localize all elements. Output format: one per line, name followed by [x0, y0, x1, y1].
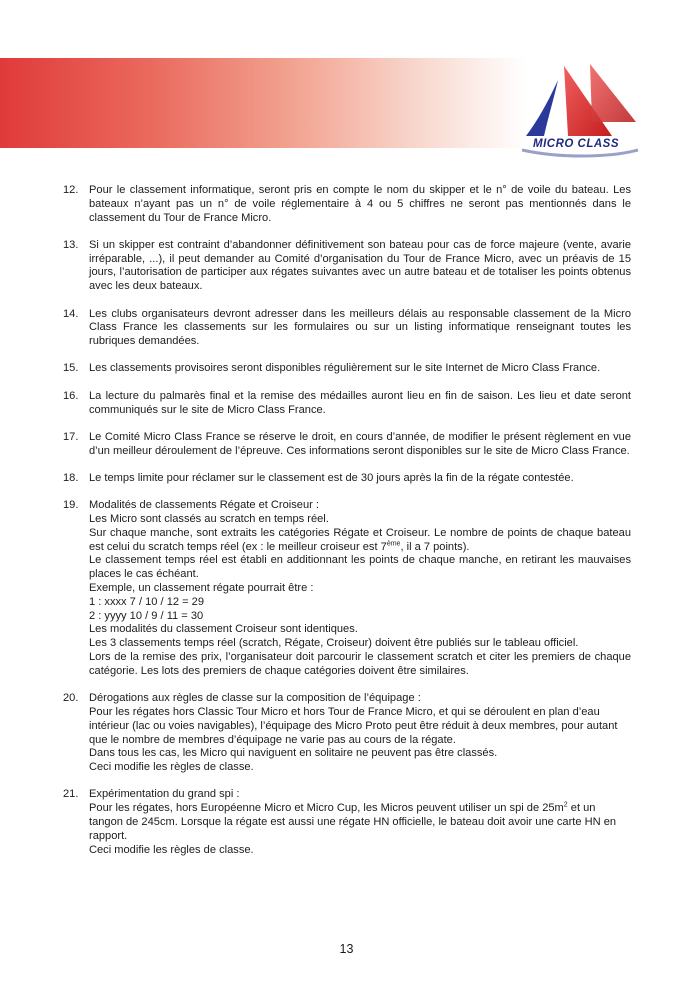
rule-paragraph: Ceci modifie les règles de classe.: [89, 843, 254, 856]
rule-text: Le Comité Micro Class France se réserve le droit, en cours d’année, de modifier le présent règlement en vue d’un meilleur déroulement de l’épreuve. Ces informations seront disponibles sur le site de Micro Class France.: [89, 430, 631, 457]
rule-item-13: [63, 239, 631, 294]
rule-item-17: [63, 431, 631, 459]
rule-paragraph: Les modalités du classement Croiseur sont identiques.: [89, 623, 358, 636]
rule-title: Expérimentation du grand spi :: [89, 788, 240, 801]
page-number: 13: [339, 942, 354, 956]
rule-number: 13.: [63, 238, 79, 251]
rule-item-19: [63, 499, 631, 678]
rule-text: Les clubs organisateurs devront adresser dans les meilleurs délais au responsable classement de la Micro Class France les classements sur les formulaires ou sur un listing informatique renseignant toutes les rubriques demandées.: [89, 307, 631, 348]
rule-item-20: [63, 692, 631, 775]
rule-number: 20.: [63, 692, 79, 705]
rule-text: Les classements provisoires seront disponibles régulièrement sur le site Internet de Micro Class France.: [89, 362, 601, 375]
rule-text: Le temps limite pour réclamer sur le classement est de 30 jours après la fin de la régate contestée.: [89, 471, 574, 484]
rule-title: Dérogations aux règles de classe sur la composition de l’équipage :: [89, 692, 421, 705]
rule-paragraph: Les Micro sont classés au scratch en temps réel.: [89, 513, 329, 526]
rule-paragraph: Pour les régates hors Classic Tour Micro et hors Tour de France Micro, et qui se déroulent en plan d’eau intérieur (lac ou voies navigables), l’équipage des Micro Proto peut être réduit à deux membres, pour autant que le nombre de membres d’équipage ne varie pas au cours de la régate.: [89, 705, 618, 746]
rule-number: 21.: [63, 788, 79, 801]
rules-list: [63, 184, 631, 871]
rule-number: 18.: [63, 471, 79, 484]
rule-item-16: [63, 390, 631, 418]
rule-item-18: [63, 472, 631, 486]
rule-text: [89, 499, 631, 678]
rule-text: Si un skipper est contraint d’abandonner définitivement son bateau pour cas de force majeure (vente, avarie irréparable, ...), il peut demander au Comité d’organisation du Tour de France Micro, avec un préavis de 15 jours, l’autorisation de participer aux régates suivantes avec un autre bateau et de totaliser les points obtenus avec les deux bateaux.: [89, 238, 631, 293]
rule-number: 12.: [63, 184, 79, 196]
rule-number: 16.: [63, 389, 79, 402]
rule-number: 14.: [63, 307, 79, 320]
rule-text: [89, 788, 631, 857]
rule-item-15: [63, 362, 631, 376]
rule-example-line: 2 : yyyy 10 / 9 / 11 = 30: [89, 609, 204, 622]
rule-item-21: [63, 788, 631, 857]
rule-paragraph: Lors de la remise des prix, l’organisateur doit parcourir le classement scratch et citer les premiers de chaque catégorie. Les lots des premiers de chaque catégories doivent être similaires.: [89, 651, 631, 677]
rule-paragraph: Pour les régates, hors Européenne Micro et Micro Cup, les Micros peuvent utiliser un spi de $25m^2$ et un tangon de 245cm. Lorsque la régate est aussi une régate HN officielle, le bateau doit avoir une carte HN en rapport.: [89, 801, 617, 842]
rule-text: Pour le classement informatique, seront pris en compte le nom du skipper et le n° de voile du bateau. Les bateaux n’ayant pas un n° de voile réglementaire à 4 ou 5 chiffres ne seront pas mentionnés dans le classement du Tour de France Micro.: [89, 184, 631, 224]
rule-number: 15.: [63, 362, 79, 375]
rule-paragraph: Exemple, un classement régate pourrait être :: [89, 582, 314, 595]
rule-example-line: 1 : xxxx 7 / 10 / 12 = 29: [89, 595, 205, 608]
rule-paragraph: Ceci modifie les règles de classe.: [89, 761, 254, 774]
rule-item-14: [63, 308, 631, 349]
rule-number: 19.: [63, 499, 79, 512]
rule-paragraph: Sur chaque manche, sont extraits les catégories Régate et Croiseur. Le nombre de points de chaque bateau est celui du scratch temps réel (ex : le meilleur croiseur est 7ème, il a 7 points).: [89, 526, 631, 553]
rule-item-12: [63, 184, 631, 225]
rule-paragraph: Dans tous les cas, les Micro qui naviguent en solitaire ne peuvent pas être classés.: [89, 747, 498, 760]
superscript: 2: [563, 801, 568, 809]
superscript: ème: [386, 539, 401, 547]
rule-paragraph: Les 3 classements temps réel (scratch, Régate, Croiseur) doivent être publiés sur le tableau officiel.: [89, 637, 579, 650]
rule-text: [89, 692, 631, 775]
logo-wordmark: MICRO CLASS: [533, 138, 619, 150]
rule-text: La lecture du palmarès final et la remise des médailles auront lieu en fin de saison. Les lieu et date seront communiqués sur le site de Micro Class France.: [89, 389, 631, 416]
rule-number: 17.: [63, 430, 79, 443]
rule-title: Modalités de classements Régate et Croiseur :: [89, 499, 319, 512]
rule-paragraph: Le classement temps réel est établi en additionnant les points de chaque manche, en retirant les mauvaises places le cas échéant.: [89, 554, 631, 581]
